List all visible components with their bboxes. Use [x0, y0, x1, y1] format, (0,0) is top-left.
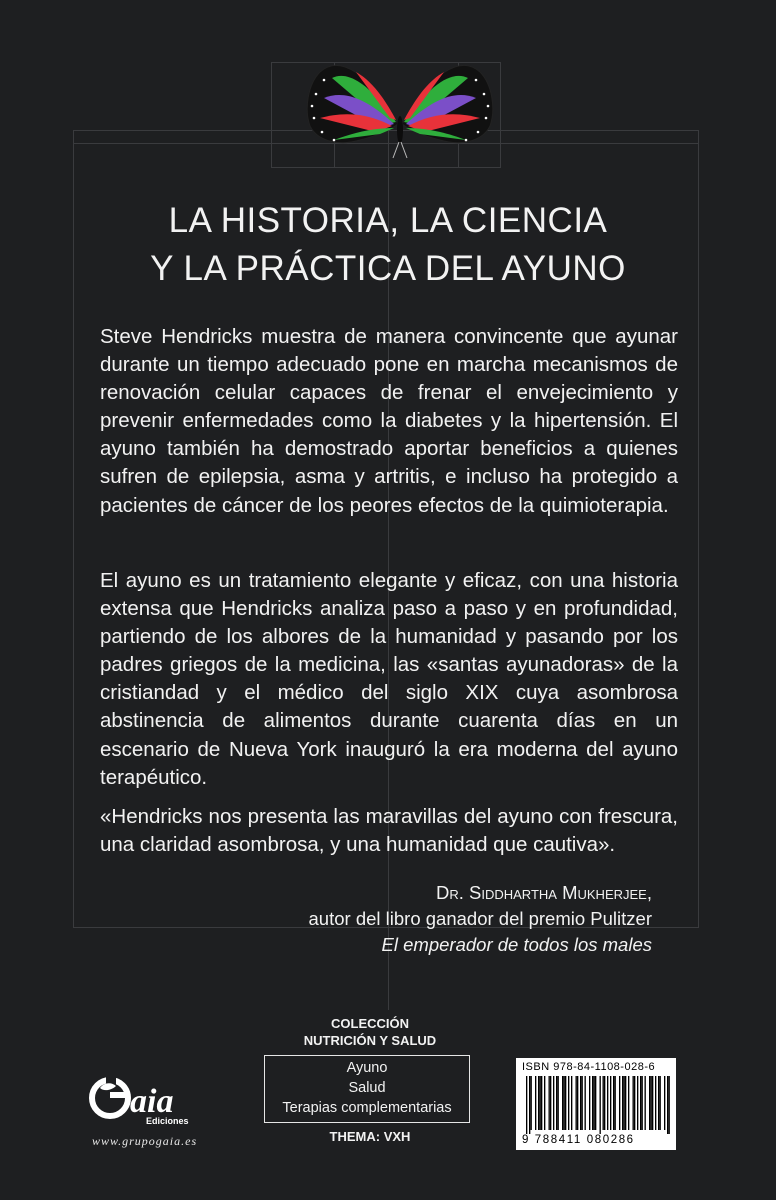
svg-text:aia: aia: [130, 1083, 174, 1120]
book-subtitle-heading: [0, 197, 776, 293]
barcode-bar: [664, 1076, 665, 1130]
barcode-bar: [622, 1076, 623, 1130]
barcode-bar: [565, 1076, 566, 1130]
barcode-bar: [531, 1076, 532, 1130]
barcode-bar: [526, 1076, 527, 1134]
topic-item: Salud: [348, 1080, 386, 1096]
gaia-logo: [86, 1072, 220, 1132]
barcode-bar: [550, 1076, 551, 1130]
barcode-bar: [592, 1076, 593, 1130]
barcode-bar: [649, 1076, 650, 1130]
barcode-bar: [604, 1076, 605, 1130]
barcode-bar: [669, 1076, 670, 1134]
isbn-barcode: [516, 1058, 676, 1150]
butterfly-illustration: [300, 54, 500, 164]
barcode-bar: [576, 1076, 577, 1130]
barcode-bar: [568, 1076, 569, 1130]
barcode-bar: [634, 1076, 635, 1130]
topic-item: Terapias complementarias: [282, 1100, 452, 1116]
barcode-bar: [529, 1076, 530, 1134]
barcode-bars: [526, 1076, 670, 1134]
quote-attribution: [309, 880, 652, 958]
barcode-bar: [655, 1076, 656, 1130]
attribution-name: Dr. Siddhartha Mukherjee,: [435, 882, 652, 903]
barcode-bar: [615, 1076, 616, 1130]
publisher-url: www.grupogaia.es: [92, 1134, 198, 1148]
barcode-bar: [619, 1076, 620, 1130]
barcode-bar: [556, 1076, 557, 1130]
collection-line-1: COLECCIÓN: [331, 1016, 409, 1031]
barcode-bar: [553, 1076, 554, 1130]
barcode-bar: [667, 1076, 668, 1134]
barcode-bar: [660, 1076, 661, 1130]
barcode-bar: [594, 1076, 595, 1130]
barcode-bar: [541, 1076, 542, 1130]
barcode-bar: [558, 1076, 559, 1130]
barcode-bar: [562, 1076, 563, 1130]
barcode-bar: [613, 1076, 614, 1130]
barcode-bar: [633, 1076, 634, 1130]
barcode-bar: [607, 1076, 608, 1130]
attribution-role: autor del libro ganador del premio Pulitzer: [308, 908, 652, 929]
isbn-digits: 9 788411 080286: [522, 1134, 635, 1146]
barcode-bar: [577, 1076, 578, 1130]
topics-box: [264, 1055, 470, 1123]
barcode-bar: [652, 1076, 653, 1130]
barcode-bar: [585, 1076, 586, 1130]
isbn-label: ISBN 978-84-1108-028-6: [522, 1061, 656, 1073]
barcode-bar: [564, 1076, 565, 1130]
collection-line-2: NUTRICIÓN Y SALUD: [303, 1033, 437, 1048]
barcode-bar: [589, 1076, 590, 1130]
attribution-book: El emperador de todos los males: [381, 934, 652, 955]
barcode-bar: [651, 1076, 652, 1130]
barcode-bar: [640, 1076, 641, 1130]
barcode-bar: [625, 1076, 626, 1130]
barcode-bar: [595, 1076, 596, 1130]
thema-code: THEMA: VXH: [329, 1129, 411, 1144]
paragraph-2: El ayuno es un tratamiento elegante y eficaz, con una historia extensa que Hendricks analiza paso a paso y en profundidad, partiendo de los albores de la humanidad y pasando por los padres griegos de la medicina, las «santas ayunadoras» de la cristiandad y el médico del siglo XIX cuya asombrosa abstinencia de alimentos durante cuarenta días en un escenario de Nueva York inauguró la era moderna del ayuno terapéutico.: [100, 569, 678, 789]
barcode-bar: [544, 1076, 545, 1130]
barcode-bar: [540, 1076, 541, 1130]
topic-item: Ayuno: [346, 1060, 388, 1076]
barcode-bar: [628, 1076, 629, 1130]
paragraph-1: Steve Hendricks muestra de manera convincente que ayunar durante un tiempo adecuado pone en marcha mecanismos de renovación celular capaces de frenar el envejecimiento y prevenir enfermedades como la diabetes y la hipertensión. El ayuno también ha demostrado aportar beneficios a quienes sufren de epilepsia, asma y artritis, e incluso ha protegido a pacientes de cáncer de los peores efectos de la quimioterapia.: [100, 325, 678, 517]
barcode-bar: [642, 1076, 643, 1130]
barcode-bar: [571, 1076, 572, 1130]
quote: «Hendricks nos presenta las maravillas del ayuno con frescura, una claridad asombrosa, y una humanidad que cautiva».: [100, 805, 678, 857]
barcode-bar: [535, 1076, 536, 1130]
barcode-bar: [549, 1076, 550, 1130]
barcode-bar: [645, 1076, 646, 1130]
collection-label: [262, 1015, 478, 1049]
barcode-bar: [658, 1076, 659, 1130]
barcode-bar: [600, 1076, 601, 1134]
title-line-2: Y LA PRÁCTICA DEL AYUNO: [150, 249, 626, 288]
barcode-bar: [582, 1076, 583, 1130]
barcode-bar: [603, 1076, 604, 1130]
title-line-1: LA HISTORIA, LA CIENCIA: [168, 201, 608, 240]
barcode-bar: [538, 1076, 539, 1130]
barcode-bar: [624, 1076, 625, 1130]
svg-text:Ediciones: Ediciones: [146, 1116, 189, 1126]
barcode-bar: [610, 1076, 611, 1130]
barcode-bar: [580, 1076, 581, 1130]
barcode-bar: [637, 1076, 638, 1130]
